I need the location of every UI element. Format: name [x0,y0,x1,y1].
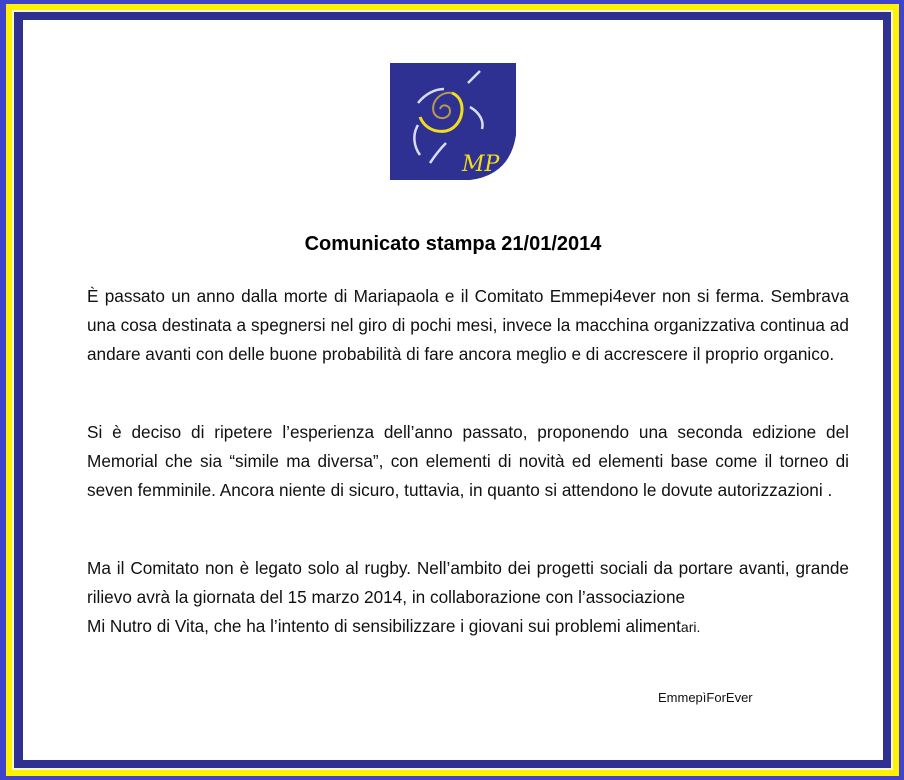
signature: EmmepìForEver [658,690,753,705]
paragraph-1-text: È passato un anno dalla morte di Mariapaola e il Comitato Emmepi4ever non si ferma. Sembrava una cosa destinata a spegnersi nel giro di pochi mesi, invece la macchina organizzativa continua ad andare avanti con delle buone probabilità di fare ancora meglio e di accrescere il proprio organico. [87,286,849,364]
paragraph-2 [87,418,849,505]
svg-text:MP: MP [462,152,500,177]
paragraph-3-text: Ma il Comitato non è legato solo al rugby. Nell’ambito dei progetti sociali da portare avanti, grande rilievo avrà la giornata del 15 marzo 2014, in collaborazione con l’associazione [87,558,849,607]
paragraph-1 [87,282,849,369]
paragraph-2-text: Si è deciso di ripetere l’esperienza dell’anno passato, proponendo una seconda edizione del Memorial che sia “simile ma diversa”, con elementi di novità ed elementi base come il torneo di seven femminile. Ancora niente di sicuro, tuttavia, in quanto si attendono le dovute autorizzazioni . [87,422,849,500]
paragraph-3-last-line-tail: ari. [680,619,701,635]
paragraph-3-last-line [87,612,849,642]
paragraph-3-last-line-main: Mi Nutro di Vita, che ha l’intento di sensibilizzare i giovani sui problemi aliment [87,616,681,636]
document-page [23,20,883,760]
paragraph-3 [87,554,849,642]
turtle-logo-icon [390,63,516,180]
document-title: Comunicato stampa 21/01/2014 [304,233,602,255]
